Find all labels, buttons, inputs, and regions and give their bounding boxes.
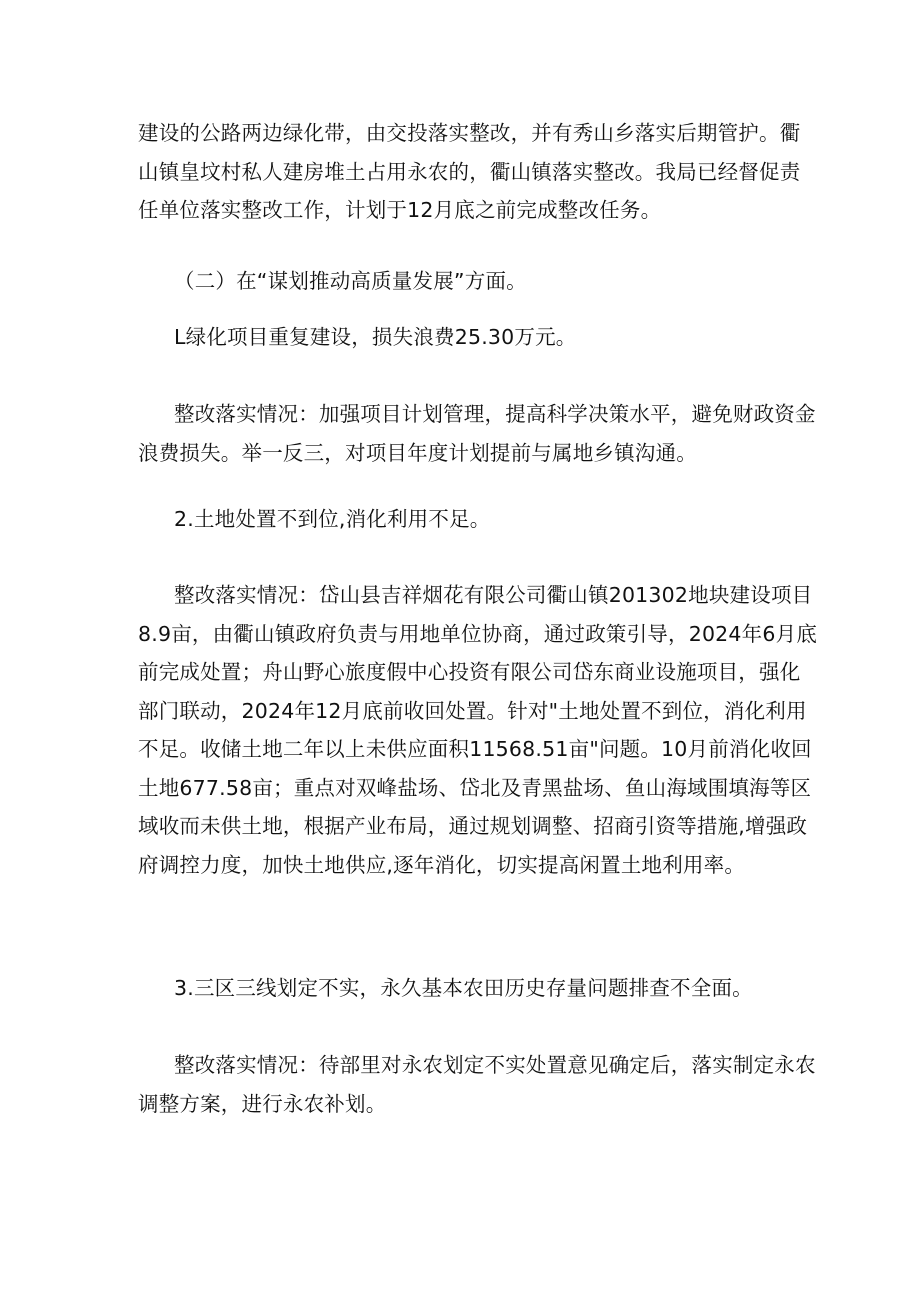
- paragraph-line: 不足。收储土地二年以上未供应面积11568.51亩"问题。10月前消化收回: [138, 737, 812, 761]
- paragraph-line: L绿化项目重复建设，损失浪费25.30万元。: [174, 325, 577, 349]
- item-2-rectification: [138, 576, 818, 884]
- paragraph-line: 域收而未供土地，根据产业布局，通过规划调整、招商引资等措施,增强政: [138, 814, 808, 838]
- paragraph-line: 建设的公路两边绿化带，由交投落实整改，并有秀山乡落实后期管护。衢: [138, 121, 801, 145]
- paragraph-line: 调整方案，进行永农补划。: [138, 1091, 387, 1116]
- item-2-heading: [138, 500, 788, 539]
- paragraph-line: 整改落实情况：待部里对永农划定不实处置意见确定后，落实制定永农: [174, 1053, 816, 1077]
- item-3-rectification: [138, 1046, 816, 1123]
- item-3-heading: [138, 969, 788, 1008]
- paragraph-line: 任单位落实整改工作，计划于12月底之前完成整改任务。: [138, 198, 662, 222]
- paragraph-line: 部门联动，2024年12月底前收回处置。针对"土地处置不到位，消化利用: [138, 698, 807, 723]
- paragraph-line: 8.9亩，由衢山镇政府负责与用地单位协商，通过政策引导，2024年6月底: [138, 621, 818, 646]
- paragraph-line: 整改落实情况：岱山县吉祥烟花有限公司衢山镇201302地块建设项目: [174, 583, 813, 607]
- paragraph-line: 土地677.58亩；重点对双峰盐场、岱北及青黑盐场、鱼山海域围填海等区: [138, 775, 812, 800]
- item-1-rectification: [138, 395, 816, 472]
- paragraph-line: 3.三区三线划定不实，永久基本农田历史存量问题排查不全面。: [174, 976, 753, 1000]
- paragraph-line: 山镇皇坟村私人建房堆土占用永农的，衢山镇落实整改。我局已经督促责: [138, 159, 801, 184]
- item-1-heading: [138, 318, 788, 357]
- paragraph-greenbelt-rectification: [138, 114, 801, 230]
- paragraph-line: 府调控力度，加快土地供应,逐年消化，切实提高闲置土地利用率。: [138, 852, 746, 877]
- paragraph-line: 2.土地处置不到位,消化利用不足。: [174, 507, 491, 531]
- section-heading-high-quality-development: [138, 262, 788, 301]
- paragraph-line: 整改落实情况：加强项目计划管理，提高科学决策水平，避免财政资金: [174, 402, 816, 426]
- paragraph-line: 浪费损失。举一反三，对项目年度计划提前与属地乡镇沟通。: [138, 440, 697, 465]
- paragraph-line: 前完成处置；舟山野心旅度假中心投资有限公司岱东商业设施项目，强化: [138, 660, 801, 684]
- paragraph-line: （二）在“谋划推动高质量发展”方面。: [174, 269, 527, 293]
